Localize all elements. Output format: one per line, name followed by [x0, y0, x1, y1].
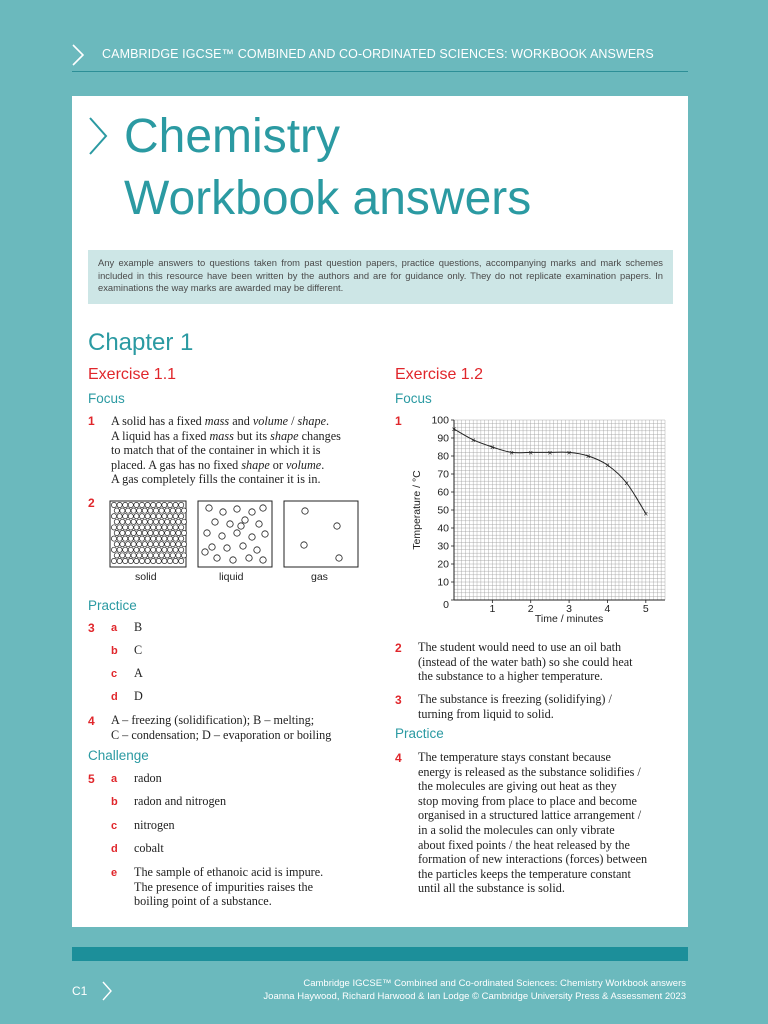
solid-particle [179, 514, 184, 519]
solid-particle [145, 536, 150, 541]
solid-particle [159, 530, 164, 535]
solid-particle [114, 542, 119, 547]
solid-particle [145, 547, 150, 552]
liquid-particles-diagram [197, 500, 273, 570]
solid-particle [176, 542, 181, 547]
solid-particle [139, 525, 144, 530]
diagram-label-liquid: liquid [219, 571, 244, 583]
solid-particle [165, 530, 170, 535]
solid-particle [137, 508, 142, 513]
focus-heading: Focus [395, 391, 432, 406]
solid-particle [139, 547, 144, 552]
cooling-curve-chart [410, 412, 670, 632]
part-letter: a [111, 622, 118, 634]
solid-particle [148, 530, 153, 535]
solid-particle [181, 553, 186, 558]
solid-particle [125, 519, 130, 524]
solid-particle [173, 525, 178, 530]
page-number: C1 [72, 984, 88, 998]
gas-particle [334, 523, 340, 529]
solid-particle [117, 547, 122, 552]
solid-particle [117, 502, 122, 507]
solid-particle [131, 530, 136, 535]
solid-particle [167, 547, 172, 552]
solid-particle [173, 502, 178, 507]
x-axis-label: Time / minutes [534, 613, 604, 625]
solid-particle [145, 558, 150, 563]
part-letter: b [111, 796, 118, 808]
solid-particle [151, 558, 156, 563]
question-number: 2 [395, 641, 402, 655]
practice-heading: Practice [395, 726, 444, 741]
liquid-particle [230, 557, 236, 563]
answer-text: A – freezing (solidification); B – melting; C – condensation; D – evaporation or boiling [111, 713, 332, 742]
liquid-particle [234, 530, 240, 536]
answer-text: cobalt [134, 841, 164, 855]
solid-particle [128, 514, 133, 519]
running-header [72, 40, 688, 72]
solid-particle [123, 525, 128, 530]
solid-particle [181, 530, 186, 535]
solid-particle [179, 525, 184, 530]
solid-particle [162, 547, 167, 552]
solid-particle [148, 508, 153, 513]
answer-text: The sample of ethanoic acid is impure. The presence of impurities raises the boiling point of a substance. [134, 865, 324, 909]
y-tick-label: 100 [431, 414, 449, 427]
answer-text: B [134, 620, 143, 634]
solid-particle [176, 519, 181, 524]
solid-particle [114, 553, 119, 558]
answer-text: The student would need to use an oil bath (instead of the water bath) so she could heat the substance to a higher temperature. [418, 640, 633, 684]
diagram-box [284, 501, 358, 567]
liquid-particle [249, 534, 255, 540]
solid-particle [137, 542, 142, 547]
solid-particle [179, 536, 184, 541]
solid-particle [156, 502, 161, 507]
solid-particle [125, 553, 130, 558]
solid-particle [125, 508, 130, 513]
solid-particle [170, 519, 175, 524]
solid-particle [111, 558, 116, 563]
focus-heading: Focus [88, 391, 125, 406]
solid-particle [181, 519, 186, 524]
solid-particle [114, 519, 119, 524]
solid-particle [145, 502, 150, 507]
answer-text: A solid has a fixed mass and volume / shape. A liquid has a fixed mass but its shape changes to match that of the container in which it is placed. A gas has no fixed shape or volume. A gas completely fills the container it is in. [111, 414, 341, 487]
liquid-particle [214, 555, 220, 561]
solid-particle [148, 542, 153, 547]
data-point: × [624, 479, 629, 488]
solid-particle [167, 558, 172, 563]
x-tick-label: 3 [566, 603, 573, 615]
solid-particle [128, 547, 133, 552]
solid-particle [134, 558, 139, 563]
data-point: × [470, 435, 476, 445]
solid-particle [142, 530, 147, 535]
part-letter: c [111, 668, 118, 680]
part-letter: c [111, 820, 118, 832]
solid-particle [159, 542, 164, 547]
data-point: × [547, 448, 553, 458]
solid-particle [114, 530, 119, 535]
solid-particle [162, 514, 167, 519]
solid-particle [117, 558, 122, 563]
part-letter: d [111, 691, 118, 703]
solid-particle [111, 502, 116, 507]
liquid-particle [262, 531, 268, 537]
data-point: × [643, 509, 649, 519]
solid-particles-diagram [109, 500, 189, 570]
chevron-right-icon [72, 44, 84, 66]
solid-particle [139, 536, 144, 541]
solid-particle [153, 553, 158, 558]
solid-particle [139, 502, 144, 507]
liquid-particle [219, 533, 225, 539]
gas-particle [336, 555, 342, 561]
question-number: 3 [395, 693, 402, 707]
chapter-heading: Chapter 1 [88, 329, 194, 356]
solid-particle [148, 519, 153, 524]
question-number: 2 [88, 496, 95, 510]
solid-particle [120, 508, 125, 513]
liquid-particle [249, 509, 255, 515]
gas-particles-diagram [283, 500, 359, 570]
solid-particle [167, 514, 172, 519]
y-tick-label: 20 [437, 558, 449, 571]
part-letter: a [111, 773, 118, 785]
solid-particle [151, 502, 156, 507]
practice-heading: Practice [88, 598, 137, 613]
solid-particle [120, 542, 125, 547]
solid-particle [156, 525, 161, 530]
solid-particle [156, 558, 161, 563]
exercise-heading: Exercise 1.1 [88, 366, 177, 383]
solid-particle [176, 530, 181, 535]
solid-particle [123, 547, 128, 552]
solid-particle [111, 536, 116, 541]
y-tick-label: 90 [437, 432, 449, 445]
y-tick-label: 70 [437, 468, 449, 481]
solid-particle [134, 525, 139, 530]
solid-particle [134, 514, 139, 519]
solid-particle [159, 519, 164, 524]
solid-particle [123, 536, 128, 541]
liquid-particle [206, 505, 212, 511]
challenge-heading: Challenge [88, 748, 149, 763]
question-number: 1 [395, 414, 402, 428]
liquid-particle [202, 549, 208, 555]
y-tick-label: 30 [437, 540, 449, 553]
liquid-particle [246, 555, 252, 561]
disclaimer: Any example answers to questions taken from past question papers, practice questions, accompanying marks and mark schemes included in this resource have been written by the authors and are for guidance only. They do not replicate examination papers. In examinations the way marks are awarded may be different. [88, 250, 673, 304]
answer-text: The substance is freezing (solidifying) / turning from liquid to solid. [418, 692, 612, 721]
solid-particle [151, 536, 156, 541]
solid-particle [181, 542, 186, 547]
solid-particle [131, 553, 136, 558]
solid-particle [151, 514, 156, 519]
answer-text: nitrogen [134, 818, 175, 832]
solid-particle [173, 536, 178, 541]
solid-particle [125, 530, 130, 535]
solid-particle [170, 553, 175, 558]
solid-particle [120, 553, 125, 558]
y-tick-label: 60 [437, 486, 449, 499]
solid-particle [117, 514, 122, 519]
page-title: Chemistry Workbook answers [124, 110, 532, 225]
liquid-particle [220, 509, 226, 515]
solid-particle [128, 558, 133, 563]
solid-particle [134, 502, 139, 507]
liquid-particle [234, 506, 240, 512]
solid-particle [173, 558, 178, 563]
solid-particle [173, 514, 178, 519]
solid-particle [159, 553, 164, 558]
solid-particle [142, 553, 147, 558]
solid-particle [125, 542, 130, 547]
x-tick-label: 1 [489, 603, 496, 615]
solid-particle [148, 553, 153, 558]
footer-credits: Cambridge IGCSE™ Combined and Co-ordinated Sciences: Chemistry Workbook answers Joanna Haywood, Richard Harwood & Ian Lodge © Cambridge University Press & Assessment 2023 [263, 978, 686, 1002]
solid-particle [123, 502, 128, 507]
x-tick-label: 4 [604, 603, 611, 615]
solid-particle [142, 519, 147, 524]
solid-particle [142, 542, 147, 547]
answer-text: The temperature stays constant because energy is released as the substance solidifies / the molecules are giving out heat as they stop moving from place to place and become organised in a structured lattice arrangement / in a solid the molecules can only vibrate about fixed points / the heat released by the formation of new interactions (forces) between the particles keeps the temperature constant until all the substance is solid. [418, 750, 648, 896]
solid-particle [137, 530, 142, 535]
solid-particle [153, 519, 158, 524]
solid-particle [117, 525, 122, 530]
question-number: 4 [88, 714, 95, 728]
exercise-heading: Exercise 1.2 [395, 366, 484, 383]
part-letter: d [111, 843, 118, 855]
solid-particle [167, 525, 172, 530]
solid-particle [137, 553, 142, 558]
answer-text: C [134, 643, 143, 657]
solid-particle [167, 536, 172, 541]
solid-particle [151, 525, 156, 530]
question-number: 4 [395, 751, 402, 765]
solid-particle [170, 542, 175, 547]
solid-particle [117, 536, 122, 541]
solid-particle [128, 525, 133, 530]
solid-particle [170, 530, 175, 535]
liquid-particle [238, 523, 244, 529]
answer-text: radon [134, 771, 162, 785]
gas-particle [302, 508, 308, 514]
question-number: 3 [88, 621, 95, 635]
liquid-particle [212, 519, 218, 525]
data-point: × [509, 448, 514, 458]
solid-particle [139, 558, 144, 563]
y-tick-label: 0 [443, 599, 449, 611]
solid-particle [162, 502, 167, 507]
chevron-right-icon [88, 116, 108, 156]
solid-particle [179, 502, 184, 507]
solid-particle [167, 502, 172, 507]
y-tick-label: 10 [437, 576, 449, 589]
liquid-particle [254, 547, 260, 553]
solid-particle [145, 525, 150, 530]
solid-particle [162, 536, 167, 541]
solid-particle [111, 525, 116, 530]
solid-particle [159, 508, 164, 513]
y-tick-label: 50 [437, 504, 449, 517]
solid-particle [153, 530, 158, 535]
solid-particle [156, 547, 161, 552]
solid-particle [165, 519, 170, 524]
solid-particle [156, 514, 161, 519]
solid-particle [134, 547, 139, 552]
liquid-particle [260, 505, 266, 511]
solid-particle [181, 508, 186, 513]
solid-particle [111, 514, 116, 519]
question-number: 1 [88, 414, 95, 428]
part-letter: e [111, 867, 118, 879]
liquid-particle [209, 544, 215, 550]
solid-particle [131, 542, 136, 547]
solid-particle [128, 536, 133, 541]
solid-particle [173, 547, 178, 552]
solid-particle [176, 553, 181, 558]
answer-text: radon and nitrogen [134, 794, 227, 808]
solid-particle [165, 508, 170, 513]
liquid-particle [227, 521, 233, 527]
question-number: 5 [88, 772, 95, 786]
data-point: × [605, 461, 610, 470]
solid-particle [137, 519, 142, 524]
solid-particle [151, 547, 156, 552]
solid-particle [153, 508, 158, 513]
solid-particle [114, 508, 119, 513]
solid-particle [111, 547, 116, 552]
y-axis-label: Temperature / °C [411, 470, 423, 550]
footer-bar [72, 947, 688, 961]
solid-particle [131, 519, 136, 524]
solid-particle [134, 536, 139, 541]
data-point: × [566, 448, 572, 458]
x-tick-label: 2 [527, 603, 534, 615]
diagram-label-gas: gas [311, 571, 328, 583]
diagram-label-solid: solid [135, 571, 157, 583]
liquid-particle [242, 517, 248, 523]
chevron-right-icon [102, 981, 112, 1001]
solid-particle [153, 542, 158, 547]
solid-particle [120, 519, 125, 524]
solid-particle [162, 525, 167, 530]
data-point: × [585, 452, 591, 461]
answer-text: A [134, 666, 143, 680]
liquid-particle [260, 557, 266, 563]
solid-particle [142, 508, 147, 513]
solid-particle [162, 558, 167, 563]
solid-particle [123, 514, 128, 519]
solid-particle [179, 558, 184, 563]
solid-particle [165, 553, 170, 558]
solid-particle [120, 530, 125, 535]
page-content [72, 96, 688, 927]
y-tick-label: 40 [437, 522, 449, 535]
solid-particle [123, 558, 128, 563]
solid-particle [156, 536, 161, 541]
answer-text: D [134, 689, 143, 703]
solid-particle [145, 514, 150, 519]
liquid-particle [256, 521, 262, 527]
solid-particle [170, 508, 175, 513]
solid-particle [165, 542, 170, 547]
x-tick-label: 5 [642, 603, 649, 615]
gas-particle [301, 542, 307, 548]
y-tick-label: 80 [437, 450, 449, 463]
liquid-particle [204, 530, 210, 536]
solid-particle [128, 502, 133, 507]
data-point: × [490, 443, 495, 452]
solid-particle [179, 547, 184, 552]
part-letter: b [111, 645, 118, 657]
data-point: × [451, 425, 457, 434]
liquid-particle [240, 543, 246, 549]
solid-particle [176, 508, 181, 513]
data-point: × [528, 448, 534, 458]
solid-particle [131, 508, 136, 513]
liquid-particle [224, 545, 230, 551]
header-title: CAMBRIDGE IGCSE™ COMBINED AND CO-ORDINATED SCIENCES: WORKBOOK ANSWERS [102, 47, 654, 61]
solid-particle [139, 514, 144, 519]
